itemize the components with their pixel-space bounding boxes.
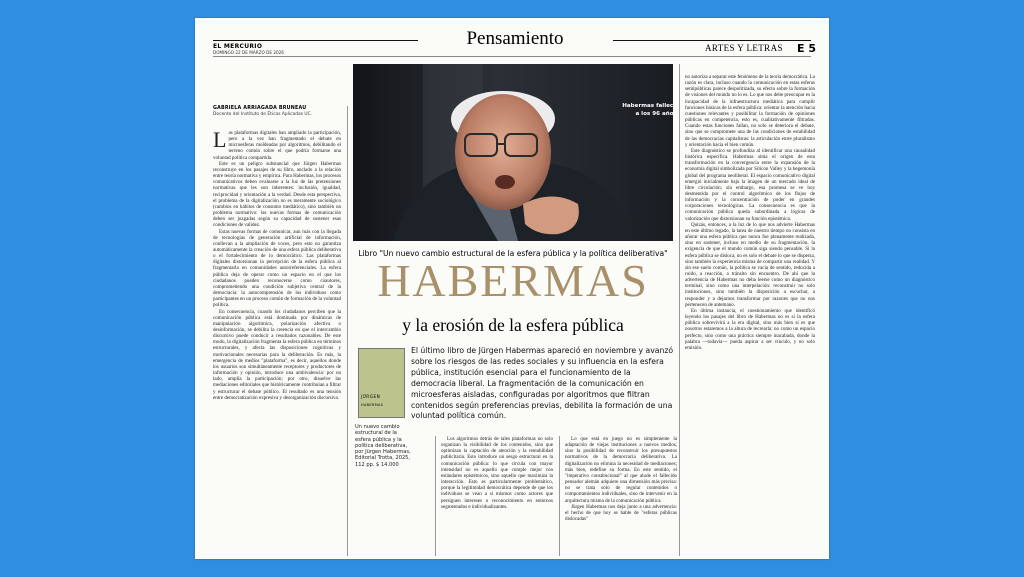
headline-kicker: Libro "Un nuevo cambio estructural de la esfera pública y la política deliberativa" [358,249,668,258]
issue-date: DOMINGO 22 DE MARZO DE 2026 [213,50,284,55]
paragraph: Estas nuevas formas de comunicar, aun más con la llegada de tecnologías de generación artificial de información, conllevan a la ampliación de voces, pero esto no garantiza automáticamente la creación de una esfera pública deliberativa o el fortalecimiento de lo democrático. Las plataformas digitales distorsionan la percepción de la esfera pública al fragmentarla en comunidades autorreferenciales. La esfera pública deja de operar como un espacio en el que los ciudadanos pueden reconocerse como coautores, comprometiendo una condición subjetiva central de la democracia: la autocomprensión de los individuos como participantes en un proceso común de formación de la voluntad política. [213,228,341,309]
column-divider [347,106,348,556]
author-name: GABRIELA ARRIAGADA BRUNEAU [213,106,307,111]
paragraph: En consecuencia, cuando los ciudadanos perciben que la comunicación pública está dominada por dinámicas de manipulación algorítmica, polarización afectiva o desinformación, se debilita la creencia en que el intercambio discursivo puede conducir a resultados razonables. De este modo, la digitalización fragmenta la esfera pública en términos estructurales, y afecta las disposiciones cognitivas y motivacionales necesarias para la deliberación. Es más, la emergencia de medios "plataforma", es decir, aquellos donde los usuarios son simultáneamente receptores y productores de información y opinión, introduce una ambivalencia: por un lado, amplía la participación; por otro, disuelve las mediaciones editoriales que históricamente contribuían a filtrar y estructurar el debate público. El resultado es una tensión entre democratización expresiva y desorganización discursiva. [213,308,341,401]
lead-paragraph: El último libro de Jürgen Habermas apareció en noviembre y avanzó sobre los riesgos de las redes sociales y su influencia en la esfera pública, institución esencial para el funcionamiento de la democracia liberal. La fragmentación de la comunicación en microesferas aisladas, configuradas por algoritmos que filtran contenidos según preferencias previas, debilita la formación de una voluntad política común. [411,346,674,421]
section-right-label: ARTES Y LETRAS [705,43,783,53]
paragraph: Los algoritmos detrás de tales plataformas no solo organizan la visibilidad de los contenidos, sino que optimizan la captación de atención y la rentabilidad publicitaria. Esto introduce un sesgo estructural en la comunicación pública: lo que circula con mayor intensidad no es aquello que cumple mejor con estándares epistémicos, sino aquello que maximiza la interacción. Esto es particularmente problemático, porque la legitimidad democrática depende de que los individuos se vean a sí mismos como actores que persiguen intereses o reconocimiento en entornos segmentados e individualizantes. [441,436,553,510]
paragraph: Este diagnóstico se profundiza al identificar una causalidad histórica específica. Habermas sitúa el origen de esta transformación en la convergencia entre la expansión de la economía digital simbolizada por Silicon Valley y la hegemonía global del programa neoliberal. El espacio comunicativo digital emergió inicialmente bajo la imagen de un mercado ideal de libre circulación; sin embargo, esa promesa se ve hoy desmentida por el control algorítmico de los flujos de información y la concentración de poder en grandes corporaciones tecnológicas. La consecuencia es que la comunicación pública queda subordinada a lógicas de valorización que distorsionan su función epistémica. [685,147,815,222]
body-column-1 [213,127,341,555]
paragraph: Este es un peligro substancial que Jürgen Habermas reconstruye en los pasajes de su libro, anclado a la relación entre teoría normativa y empírica. Para Habermas, los procesos comunicativos deben evaluarse a la luz de las pretensiones normativas que les son inherentes: inclusión, igualdad, reciprocidad y orientación a la verdad. Desde esta perspectiva, el problema de la digitalización no es meramente sociológico (cambios en hábitos de consumo mediático), sino también un problema normativo: las nuevas formas de comunicación deben ser juzgadas según su capacidad de sostener esas condiciones de validez. [213,160,341,229]
body-column-4 [565,436,677,558]
column-divider [679,64,680,556]
page-number: E 5 [797,42,816,55]
headline-title: HABERMAS [377,255,649,306]
paragraph: En última instancia, el cuestionamiento que identificó leyendo los pasajes del libro de Habermas no es si la esfera pública sobrevivirá a la era digital, sino más bien si es que nosotros estaremos a la altura de recrearla: no como un espacio perfecto, sino como una práctica siempre inacabada, donde la palabra —todavía— pueda aspirar a ser vínculo, y no solo emisión. [685,307,815,351]
habermas-portrait-image [353,64,673,241]
drop-cap: L [213,127,227,152]
section-title: Pensamiento [466,28,564,49]
newspaper-page [195,18,829,559]
body-column-5 [685,74,815,556]
paragraph: Lo que está en juego no es simplemente la adaptación de viejas instituciones a nuevos medios, sino la posibilidad de reconstruir los presupuestos normativos de la democracia deliberativa. La digitalización no elimina la necesidad de mediaciones; más bien, redefine su forma. En este sentido, el "imperativo constitucional" al que alude el fallecido pensador alemán adquiere una dimensión más precisa: no se trata solo de regular contenidos o comportamientos individuales, sino de intervenir en la arquitectura misma de la comunicación pública. [565,436,677,504]
headline-subtitle: y la erosión de la esfera pública [402,315,624,335]
photo-caption: Habermas falleció a los 96 años. [622,103,679,117]
paragraph: as plataformas digitales han ampliado la participación, pero a la vez han fragmentado el debate en microesferas moldeadas por algoritmos, debilitando el terreno común sobre el que podría formarse una voluntad política compartida. [213,130,341,161]
header-rule-right [613,40,811,41]
book-caption: Un nuevo cambio estructural de la esfera pública y la política deliberativa, por Jürgen Habermas, Editorial Trotta, 2025, 112 pp. $ 14.000 [355,424,411,468]
paragraph: no autoriza a separar este fenómeno de la teoría democrática. La razón es clara, incluso cuando la comunicación en estas esferas semipúblicas parece despolitizada, su efecto sobre la formación de visiones del mundo no lo es. Lo que nos debe preocupar es la incapacidad de la infraestructura mediática para cumplir funciones básicas de la esfera pública: orientar la atención hacia cuestiones relevantes y posibilitar la formación de opiniones públicas en competencia, esto es, cualitativamente filtradas. Cuando estas funciones fallan, no solo se deteriora el debate, sino que se compromete una de las condiciones de estabilidad de las democracias capitalistas: la articulación entre pluralismo y orientación hacia el bien común. [685,74,815,148]
newspaper-name: EL MERCURIO [213,43,263,50]
header-underline [213,56,811,57]
book-cover-title: HABERMAS [361,403,384,407]
portrait-photo [353,64,673,241]
author-role: Docente del Instituto de Éticas Aplicadas UC. [213,112,313,117]
paragraph: Quizás, entonces, a la luz de lo que nos advierte Habermas en este último legado, la tarea de nuestro tiempo no consista en añorar una esfera pública que nunca fue plenamente realizada, sino en sostener, incluso en medio de su fragmentación, la exigencia de que el mundo común siga siendo pensable. Si la esfera pública se disloca, no es solo el debate lo que se dispersa, sino también la experiencia misma de compartir una realidad. Y sin ese suelo común, la política se vacía de sentido, reducida a ruido, a reacción, a tránsito sin encuentro. De ahí que la advertencia de Habermas no deba leerse como un diagnóstico terminal, sino como una interpelación: reconstruir no solo instituciones, sino también la disposición a escuchar, a responder y a dejarnos transformar por razones que no nos pertenecen de antemano. [685,221,815,308]
column-divider [435,436,436,556]
book-cover [358,348,405,418]
column-divider [559,436,560,556]
header-rule-left [213,40,418,41]
book-cover-author: JÜRGEN [361,394,381,399]
paragraph: Jürgen Habermas nos deja junto a una advertencia: el hecho de que hoy se hable de "esferas públicas dislocadas" [565,503,677,523]
body-column-3 [441,436,553,558]
